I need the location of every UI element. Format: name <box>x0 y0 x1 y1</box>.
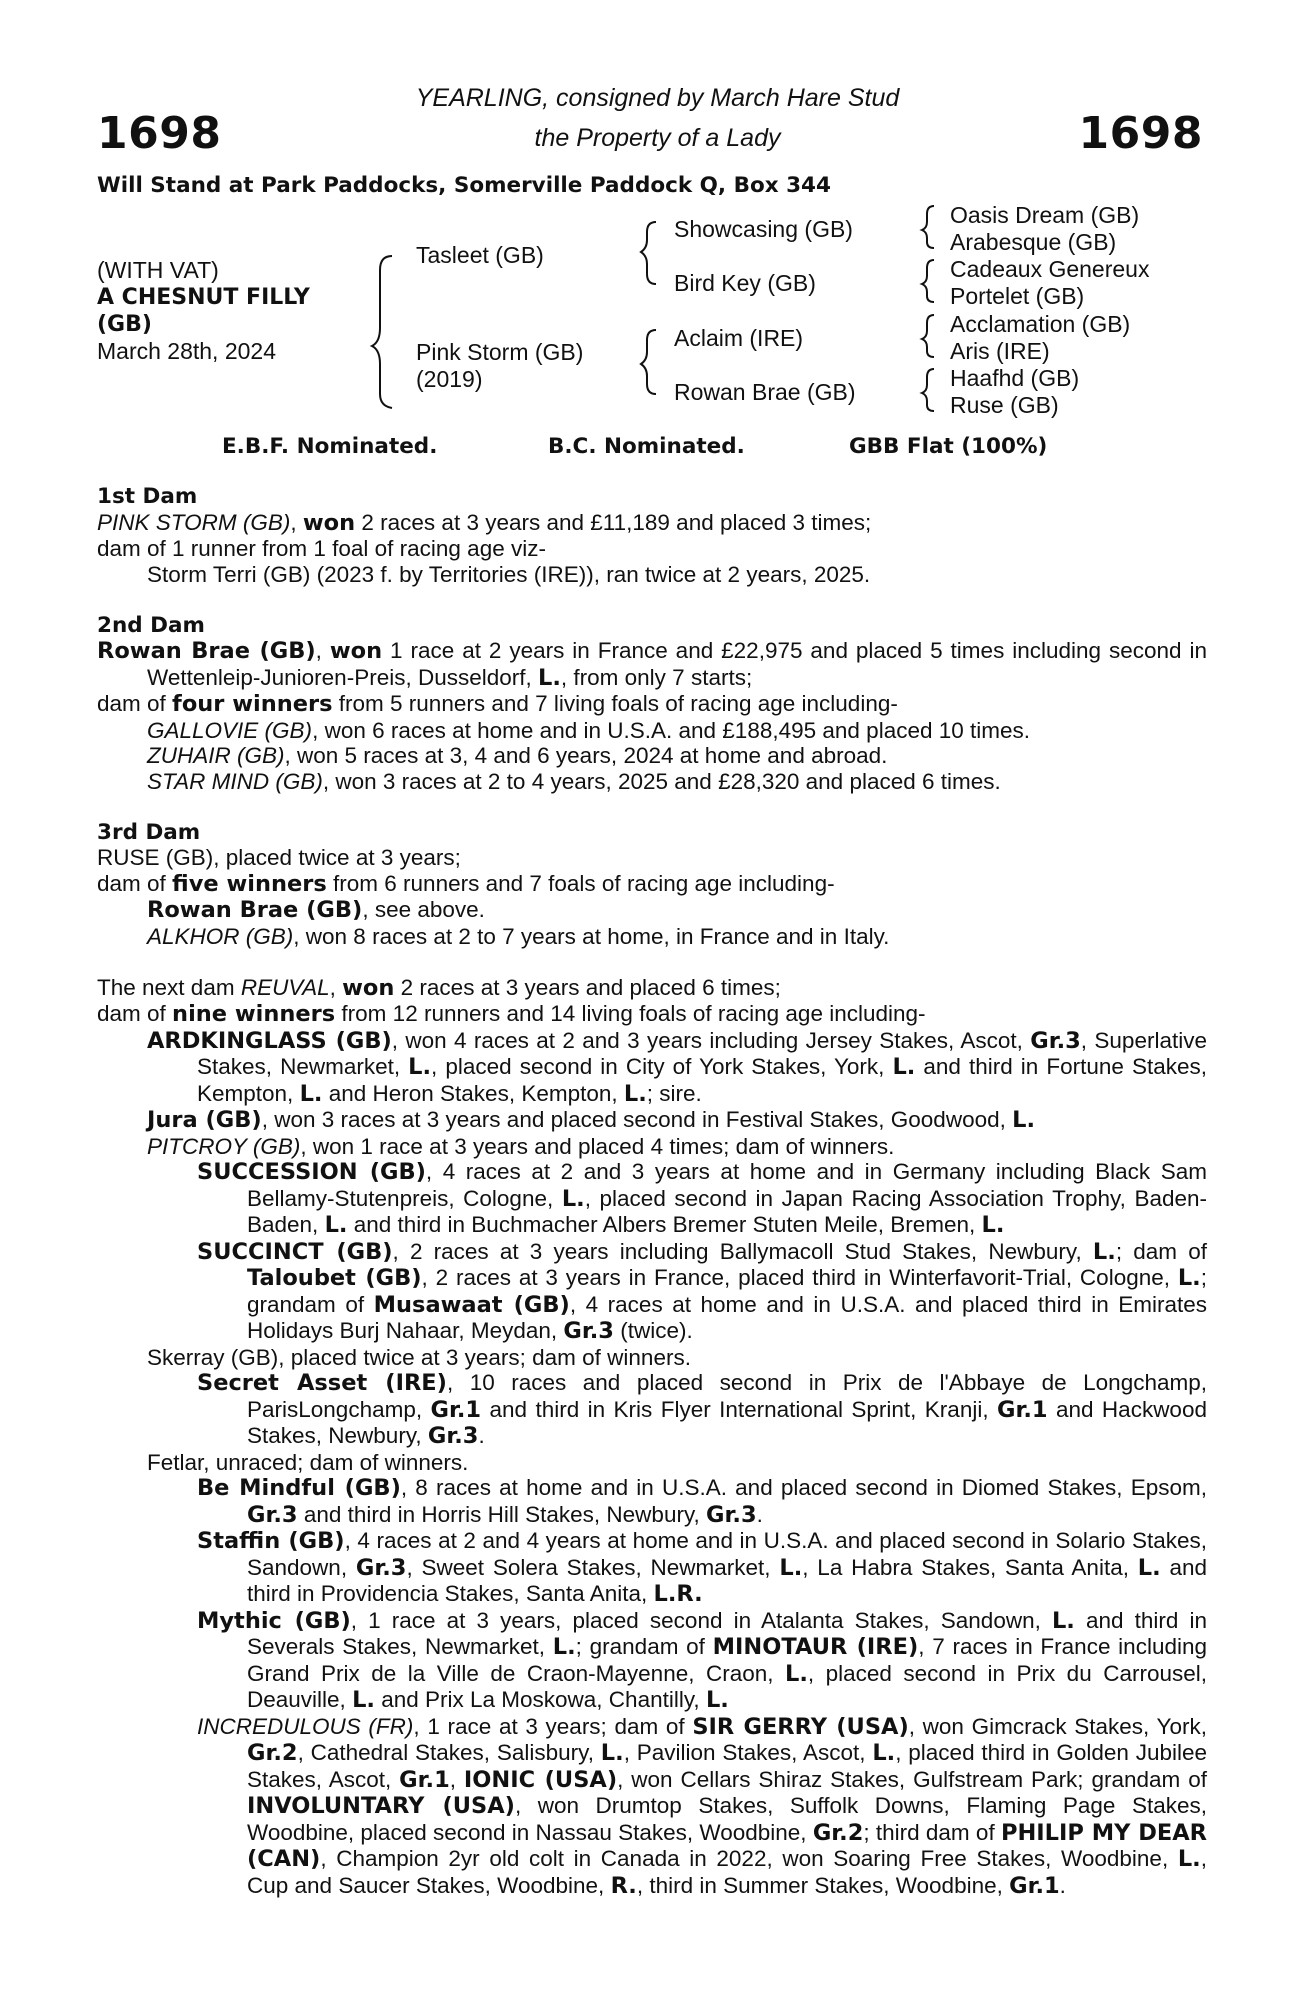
staffin-entry: Staffin (GB), 4 races at 2 and 4 years at home and in U.S.A. and placed second in Solario Stakes, Sandown, Gr.3, Sweet Solera Stakes, Newmarket, L., La Habra Stakes, Santa Anita, L. and third in Providencia Stakes, Santa Anita, L.R. <box>197 1528 1207 1607</box>
gen3-5: Acclamation (GB) <box>950 311 1131 337</box>
horse-name: A CHESNUT FILLY <box>97 285 310 310</box>
dam-year: (2019) <box>416 366 483 392</box>
gen3-4: Portelet (GB) <box>950 283 1085 309</box>
horse-name-country: (GB) <box>97 312 152 337</box>
secret-asset-entry: Secret Asset (IRE), 10 races and placed second in Prix de l'Abbaye de Longchamp, ParisLongchamp, Gr.1 and third in Kris Flyer International Sprint, Kranji, Gr.1 and Hackwood Stakes, Newbury, Gr.3. <box>197 1370 1207 1449</box>
succinct-entry: SUCCINCT (GB), 2 races at 3 years including Ballymacoll Stud Stakes, Newbury, L.; dam of Taloubet (GB), 2 races at 3 years in France, placed third in Winterfavorit-Trial, Cologne, L.; grandam of Musawaat (GB), 4 races at home and in U.S.A. and placed third in Emirates Holidays Burj Nahaar, Meydan, Gr.3 (twice). <box>197 1238 1208 1344</box>
brace-gen2-bottom <box>641 330 656 394</box>
gen2-dam-dam: Rowan Brae (GB) <box>674 379 856 405</box>
second-dam-progeny-2: ZUHAIR (GB), won 5 races at 3, 4 and 6 years, 2024 at home and abroad. <box>147 743 888 768</box>
brace-gen3-1 <box>922 206 934 248</box>
stand-location: Will Stand at Park Paddocks, Somerville Paddock Q, Box 344 <box>97 173 831 198</box>
gen2-dam-sire: Aclaim (IRE) <box>674 325 804 351</box>
gen3-8: Ruse (GB) <box>950 392 1059 418</box>
first-dam-progeny: Storm Terri (GB) (2023 f. by Territories (IRE)), ran twice at 2 years, 2025. <box>147 561 871 587</box>
next-dam-summary: dam of nine winners from 12 runners and 14 living foals of racing age including- <box>97 1001 926 1027</box>
vat-label: (WITH VAT) <box>97 257 219 283</box>
second-dam-progeny-1: GALLOVIE (GB), won 6 races at home and in U.S.A. and £188,495 and placed 10 times. <box>147 717 1031 743</box>
be-mindful-entry: Be Mindful (GB), 8 races at home and in U.S.A. and placed second in Diomed Stakes, Epsom, Gr.3 and third in Horris Hill Stakes, Newbury, Gr.3. <box>197 1475 1207 1528</box>
pitcroy-entry: PITCROY (GB), won 1 race at 3 years and placed 4 times; dam of winners. <box>147 1133 895 1159</box>
gbb-flat: GBB Flat (100%) <box>849 434 1048 459</box>
lot-number-left: 1698 <box>97 108 222 159</box>
brace-gen3-2 <box>922 260 934 302</box>
gen3-1: Oasis Dream (GB) <box>950 202 1140 228</box>
consignor-line: YEARLING, consigned by March Hare Stud <box>415 84 900 112</box>
brace-gen3-4 <box>922 369 934 411</box>
first-dam-summary: dam of 1 runner from 1 foal of racing age viz- <box>97 536 546 561</box>
first-dam-name: PINK STORM (GB) <box>97 509 291 535</box>
mythic-entry: Mythic (GB), 1 race at 3 years, placed second in Atalanta Stakes, Sandown, L. and third in Severals Stakes, Newmarket, L.; grandam of MINOTAUR (IRE), 7 races in France including Grand Prix de la Ville de Craon-Mayenne, Craon, L., placed second in Prix du Carrousel, Deauville, L. and Prix La Moskowa, Chantilly, L. <box>197 1607 1207 1713</box>
gen3-7: Haafhd (GB) <box>950 365 1080 391</box>
succession-entry: SUCCESSION (GB), 4 races at 2 and 3 years at home and in Germany including Black Sam Bellamy-Stutenpreis, Cologne, L., placed second in Japan Racing Association Trophy, Baden-Baden, L. and third in Buchmacher Albers Bremer Stuten Meile, Bremen, L. <box>197 1159 1208 1238</box>
gen2-sire-dam: Bird Key (GB) <box>674 270 816 296</box>
jura-entry: Jura (GB), won 3 races at 3 years and placed second in Festival Stakes, Goodwood, L. <box>147 1107 1035 1133</box>
gen3-2: Arabesque (GB) <box>950 229 1117 255</box>
sire-name: Tasleet (GB) <box>416 242 544 268</box>
brace-gen2-top <box>641 222 656 284</box>
pedigree-braces <box>0 0 1315 440</box>
horse-dob: March 28th, 2024 <box>97 338 277 364</box>
second-dam-progeny-3: STAR MIND (GB), won 3 races at 2 to 4 years, 2025 and £28,320 and placed 6 times. <box>147 768 1001 794</box>
gen3-6: Aris (IRE) <box>950 338 1050 364</box>
incredulous-entry: INCREDULOUS (FR), 1 race at 3 years; dam of SIR GERRY (USA), won Gimcrack Stakes, York, Gr.2, Cathedral Stakes, Salisbury, L., Pavilion Stakes, Ascot, L., placed third in Golden Jubilee Stakes, Ascot, Gr.1, IONIC (USA), won Cellars Shiraz Stakes, Gulfstream Park; grandam of INVOLUNTARY (USA), won Drumtop Stakes, Suffolk Downs, Flaming Page Stakes, Woodbine, placed second in Nassau Stakes, Woodbine, Gr.2; third dam of PHILIP MY DEAR (CAN), Champion 2yr old colt in Canada in 2022, won Soaring Free Stakes, Woodbine, L., Cup and Saucer Stakes, Woodbine, R., third in Summer Stakes, Woodbine, Gr.1. <box>197 1713 1208 1899</box>
ebf-nomination: E.B.F. Nominated. <box>222 434 438 459</box>
produce-record <box>97 484 1207 1899</box>
fetlar-entry: Fetlar, unraced; dam of winners. <box>147 1449 469 1475</box>
third-dam-progeny-1: Rowan Brae (GB), see above. <box>147 897 485 923</box>
next-dam-line: The next dam REUVAL, won 2 races at 3 years and placed 6 times; <box>97 974 781 1001</box>
brace-gen1 <box>372 256 392 408</box>
lot-number-right: 1698 <box>1078 108 1203 159</box>
third-dam-line: RUSE (GB), placed twice at 3 years; <box>97 845 461 870</box>
first-dam-heading: 1st Dam <box>97 484 198 509</box>
third-dam-heading: 3rd Dam <box>97 819 201 845</box>
gen2-sire-sire: Showcasing (GB) <box>674 216 853 242</box>
second-dam-name: Rowan Brae (GB) <box>97 638 316 664</box>
ardkinglass-entry: ARDKINGLASS (GB), won 4 races at 2 and 3 years including Jersey Stakes, Ascot, Gr.3, Superlative Stakes, Newmarket, L., placed second in City of York Stakes, York, L. and third in Fortune Stakes, Kempton, L. and Heron Stakes, Kempton, L.; sire. <box>147 1027 1207 1107</box>
third-dam-progeny-2: ALKHOR (GB), won 8 races at 2 to 7 years at home, in France and in Italy. <box>147 923 890 949</box>
dam-name: Pink Storm (GB) <box>416 339 584 365</box>
third-dam-summary: dam of five winners from 6 runners and 7 foals of racing age including- <box>97 870 835 897</box>
skerray-entry: Skerray (GB), placed twice at 3 years; dam of winners. <box>147 1344 691 1370</box>
property-line: the Property of a Lady <box>534 124 781 152</box>
first-dam-line: PINK STORM (GB), won 2 races at 3 years and £11,189 and placed 3 times; <box>97 509 872 536</box>
second-dam-line: Rowan Brae (GB), won 1 race at 2 years in France and £22,975 and placed 5 times including second in Wettenleip-Junioren-Preis, Dusseldorf, L., from only 7 starts; <box>97 638 1207 691</box>
gen3-3: Cadeaux Genereux <box>950 256 1150 282</box>
second-dam-heading: 2nd Dam <box>97 612 205 638</box>
brace-gen3-3 <box>922 315 934 357</box>
bc-nomination: B.C. Nominated. <box>548 434 745 459</box>
second-dam-summary: dam of four winners from 5 runners and 7 living foals of racing age including- <box>97 691 898 717</box>
